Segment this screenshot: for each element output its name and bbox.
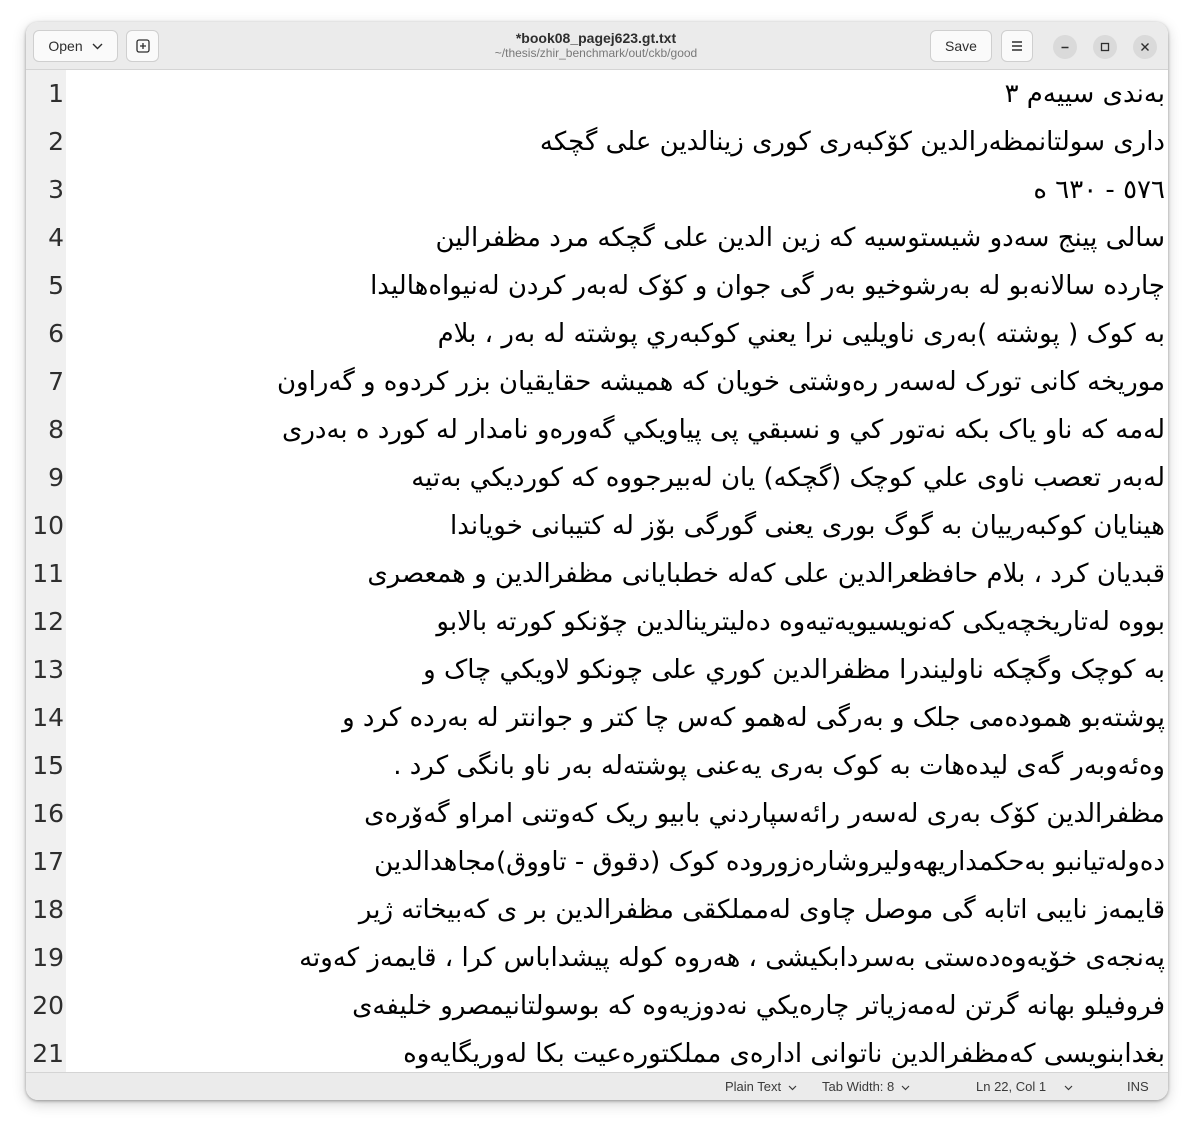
line-number: 7: [48, 367, 64, 396]
line-number: 8: [48, 415, 64, 444]
line-text[interactable]: قایمەز نایبی اتابە گی موصل چاوی لەمملکقی مظفرالدین بر ی کەبیخاتە ژیر: [358, 895, 1165, 925]
text-line[interactable]: [26, 742, 1168, 790]
text-line[interactable]: [26, 550, 1168, 598]
text-line[interactable]: [26, 982, 1168, 1030]
text-line[interactable]: [26, 502, 1168, 550]
text-view[interactable]: [26, 70, 1168, 1072]
line-text[interactable]: چاردە سالانەبو لە بەرشوخیو بەر گی جوان و کۆک لەبەر کردن لەنیواەهالیدا: [370, 271, 1165, 301]
line-number: 15: [32, 751, 64, 780]
text-line[interactable]: [26, 694, 1168, 742]
line-number: 5: [48, 271, 64, 300]
line-number: 13: [32, 655, 64, 684]
line-number: 1: [48, 79, 64, 108]
main-menu-button[interactable]: [1001, 30, 1033, 62]
cursor-position[interactable]: [976, 1073, 1073, 1100]
line-text[interactable]: سالی پینج سەدو شیستوسیە کە زین الدین علی گچکە مرد مظفرالین: [435, 223, 1165, 253]
line-text[interactable]: هینایان کوکبەرییان بە گوگ بوری یعنی گورگی بۆز لە کتیبانی خویاندا: [450, 511, 1165, 541]
line-text[interactable]: مظفرالدین کۆک بەری لەسەر رائەسپاردني بابیو ریک کەوتنی امراو گەۆرەی: [364, 799, 1165, 829]
text-line[interactable]: [26, 166, 1168, 214]
close-button[interactable]: [1133, 35, 1157, 59]
line-number: 11: [32, 559, 64, 588]
line-text[interactable]: بە کوک ( پوشتە )بەری ناویلیی نرا یعني کوکبەري پوشتە لە بەر ، بلام: [437, 319, 1165, 349]
document-title: *book08_pagej623.gt.txt: [515, 30, 677, 46]
text-line[interactable]: [26, 214, 1168, 262]
line-text[interactable]: بەندی سییەم ٣: [1004, 79, 1165, 109]
text-line[interactable]: [26, 790, 1168, 838]
chevron-down-icon: [1064, 1085, 1073, 1091]
header-bar: [26, 22, 1168, 70]
line-text[interactable]: پەنجەی خۆیەوەدەستی بەسردابکیشی ، هەروە کولە پیشداباس کرا ، قایمەز کەوتە: [299, 943, 1165, 973]
text-line[interactable]: [26, 886, 1168, 934]
text-line[interactable]: [26, 262, 1168, 310]
line-number: 10: [32, 511, 64, 540]
minimize-button[interactable]: [1053, 35, 1077, 59]
text-line[interactable]: [26, 70, 1168, 118]
open-button-label: Open: [48, 38, 83, 54]
line-number: 20: [32, 991, 64, 1020]
line-text[interactable]: بغدابنویسی کەمظفرالدین ناتوانی ادارەی مملکتورەعیت بکا لەوریگایەوە: [403, 1039, 1165, 1069]
line-number: 3: [48, 175, 64, 204]
line-text[interactable]: لەمە کە ناو یاک بکە نەتور کي و نسبقي پی پیاویکي گەورەو نامدار لە کورد ه بەدری: [282, 415, 1165, 445]
hamburger-menu-icon: [1010, 40, 1024, 52]
text-line[interactable]: [26, 406, 1168, 454]
new-tab-icon: [136, 39, 150, 53]
line-number: 9: [48, 463, 64, 492]
text-line[interactable]: [26, 838, 1168, 886]
text-line[interactable]: [26, 646, 1168, 694]
maximize-icon: [1100, 42, 1110, 52]
line-number: 18: [32, 895, 64, 924]
line-text[interactable]: پوشتەبو همودەمی جلک و بەرگی لەهمو کەس چا کتر و جوانتر لە بەردە کرد و: [342, 703, 1165, 733]
line-number: 19: [32, 943, 64, 972]
title-block: [386, 30, 806, 60]
chevron-down-icon: [92, 43, 103, 50]
line-text[interactable]: بووە لەتاریخچەیکی کەنویسیویەتیەوە دەلیترینالدین چۆنکو کورتە بالابو: [436, 607, 1165, 637]
language-selector[interactable]: [725, 1073, 797, 1100]
tab-width-selector[interactable]: [822, 1073, 910, 1100]
open-button[interactable]: [33, 30, 118, 62]
line-number: 6: [48, 319, 64, 348]
line-text[interactable]: فروفیلو بهانە گرتن لەمەزیاتر چارەیکي نەدوزیەوە کە بوسولتانیمصرو خلیفەی: [352, 991, 1165, 1021]
save-button[interactable]: [930, 30, 992, 62]
line-text[interactable]: وەئەوبەر گەی لیدەهات بە کوک بەری یەعنی پوشتەلە بەر ناو بانگی کرد .: [393, 751, 1165, 781]
maximize-button[interactable]: [1093, 35, 1117, 59]
line-text[interactable]: بە کوچک وگچکە ناولیندرا مظفرالدین کوري علی چونکو لاویکي چاک و: [423, 655, 1165, 685]
tab-width-label: Tab Width: 8: [822, 1079, 895, 1094]
close-icon: [1140, 42, 1150, 52]
language-label: Plain Text: [725, 1079, 782, 1094]
insert-mode-label: INS: [1127, 1079, 1149, 1094]
text-line[interactable]: [26, 358, 1168, 406]
editor-window: [26, 22, 1168, 1100]
line-text[interactable]: موریخە کانی تورک لەسەر رەوشتی خویان کە همیشە حقایقیان بزر کردوە و گەراون: [276, 367, 1165, 397]
minimize-icon: [1060, 42, 1070, 52]
chevron-down-icon: [901, 1085, 910, 1091]
line-number: 2: [48, 127, 64, 156]
line-text[interactable]: قبدیان کرد ، بلام حافظعرالدین علی کەلە خطبایانی مظفرالدین و همعصری: [367, 559, 1165, 589]
text-line[interactable]: [26, 310, 1168, 358]
line-text[interactable]: ٥٧٦ - ٦٣٠ ه: [1033, 175, 1165, 205]
line-text[interactable]: دەولەتیانبو بەحکمداریهەولیروشارەزورودە کوک (دقوق - تاووق)مجاهدالدین: [374, 847, 1165, 877]
text-line[interactable]: [26, 598, 1168, 646]
save-button-label: Save: [945, 38, 977, 54]
line-number: 12: [32, 607, 64, 636]
line-number: 16: [32, 799, 64, 828]
document-path: ~/thesis/zhir_benchmark/out/ckb/good: [494, 46, 698, 60]
line-text[interactable]: لەبەر تعصب ناوی علي کوچک (گچکە) یان لەبیرجووە کە کوردیکي بەتیە: [411, 463, 1165, 493]
text-line[interactable]: [26, 934, 1168, 982]
insert-mode-indicator[interactable]: [1127, 1073, 1149, 1100]
status-bar: [26, 1072, 1168, 1100]
line-number: 17: [32, 847, 64, 876]
line-number: 4: [48, 223, 64, 252]
line-number: 21: [32, 1039, 64, 1068]
text-line[interactable]: [26, 118, 1168, 166]
text-line[interactable]: [26, 1030, 1168, 1072]
line-number: 14: [32, 703, 64, 732]
chevron-down-icon: [788, 1085, 797, 1091]
cursor-position-label: Ln 22, Col 1: [976, 1079, 1047, 1094]
new-tab-button[interactable]: [126, 30, 159, 62]
line-text[interactable]: داری سولتانمظەرالدین کۆکبەری کوری زینالدین علی گچکە: [539, 127, 1165, 157]
text-line[interactable]: [26, 454, 1168, 502]
